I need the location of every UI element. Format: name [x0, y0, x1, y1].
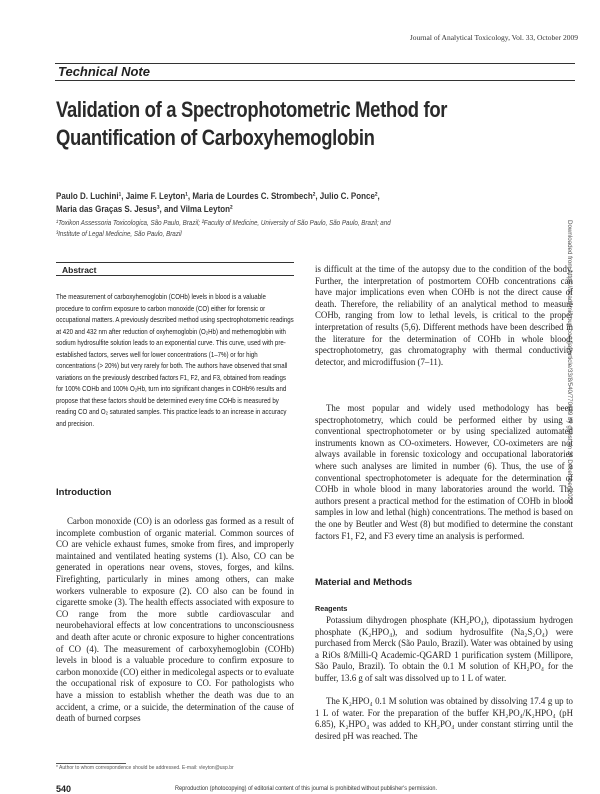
authors-line-2: Maria das Graças S. Jesus³, and Vilma Leyton²	[56, 203, 233, 214]
footnote-rule	[56, 763, 126, 764]
page-number: 540	[56, 784, 72, 794]
right-paragraph-2: The most popular and widely used methodology has been spectrophotometry, which could be performed either by using a conventional spectrophotometer or by using specialized automated instruments known as CO-oximeters. However, CO-oximeters are not always available in forensic toxicology and occupational laboratories where such analyses are limited in number (6). Thus, the use of a conventional spectrophotometer is adequate for the determination of COHb in whole blood in many laboratories around the world. The authors present a practical method for the estimation of COHb in blood samples in low and lethal (high) concentrations. The method is based on the one by Beutler and West (8) but modified to determine the constant factors F1, F2, and F3 every time an analysis is performed.	[315, 403, 573, 541]
footnote: * Author to whom correspondence should be addressed. E-mail: vleyton@usp.br	[56, 765, 234, 771]
reagents-heading: Reagents	[315, 604, 348, 613]
authors	[56, 190, 543, 215]
paper-title: Validation of a Spectrophotometric Method for Quantification of Carboxyhemoglobin	[56, 97, 448, 150]
abstract-label: Abstract	[62, 265, 97, 275]
affiliations	[56, 217, 548, 239]
methods-heading: Material and Methods	[315, 577, 413, 588]
reagents-paragraph-1: Potassium dihydrogen phosphate (KH₂PO₄), dipotassium hydrogen phosphate (K₂HPO₄), and sodium hydrosulfite (Na₂S₂O₄) were purchased from Merck (São Paulo, Brazil). Water was obtained by using a RiOs 8/Milli-Q Academic-QGARD 1 purification system (Millipore, São Paulo, Brazil). To obtain the 0.1 M solution of KH₂PO₄ for the buffer, 13.6 g of salt was dissolved up to 1 L of water.	[315, 615, 573, 683]
reproduction-note: Reproduction (photocopying) of editorial content of this journal is prohibited without publisher's permission.	[175, 785, 438, 792]
intro-text: Carbon monoxide (CO) is an odorless gas formed as a result of incomplete combustion of organic material. Common sources of CO are vehicle exhaust fumes, smoke from fires, and improperly maintained and ventilated heating systems (1). Also, CO can be generated in operations near ovens, stoves, forges, and kilns. Firefighting, particularly in mines among others, can make workers vulnerable to exposure (2). CO also can be found in cigarette smoke (3). The health effects associated with exposure to CO range from the more subtle cardiovascular and neurobehavioral effects at low concentrations to unconsciousness and death after acute or chronic exposure to higher concentrations of CO (4). The measurement of carboxyhemoglobin (COHb) levels in blood is a valuable procedure to confirm exposure to carbon monoxide (CO) either in medicolegal aspects or to evaluate the occupational risk of exposure to CO. For pathologists who have a mission to establish whether the death was due to an accident, a crime, or a suicide, the determination of the cause of death of burned corpses	[56, 516, 294, 724]
download-side-note: Downloaded from https://academic.oup.com/jat/article/33/8/540/770689 by guest on 24 December 2022	[566, 220, 573, 504]
intro-heading: Introduction	[56, 487, 112, 498]
affiliation-line-2: ³Institute of Legal Medicine, São Paulo, Brazil	[56, 229, 182, 238]
right-paragraph-1: is difficult at the time of the autopsy due to the condition of the body. Further, the interpretation of postmortem COHb concentrations can have major implications even when COHb is not the direct cause of death. Therefore, the reliability of an analytical method to measure COHb, ranging from low to lethal levels, is critical to the proper interpretation of results (5,6). Different methods have been described in the literature for the determination of COHb in whole blood: spectrophotometry, gas chromatography with thermal conductivity detector, and microdiffusion (7–11).	[315, 264, 573, 367]
reagents-paragraph-2: The K₂HPO₄ 0.1 M solution was obtained by dissolving 17.4 g up to 1 L of water. For the preparation of the buffer KH₂PO₄/K₂HPO₄ (pH 6.85), K₂HPO₄ was added to KH₂PO₄ under constant stirring until the desired pH was reached. The	[315, 696, 573, 741]
abstract-text: The measurement of carboxyhemoglobin (COHb) levels in blood is a valuable procedure to confirm exposure to carbon monoxide (CO) either for forensic or occupational matters. A previously described method using spectrophotometric readings at 420 and 432 nm after reduction of oxyhemoglobin (O₂Hb) and methemoglobin with sodium hydrosulfite solution leads to an exponential curve. This curve, used with pre-established factors, serves well for lower concentrations (1–7%) or for high concentrations (> 20%) but very rarely for both. The authors have observed that small variations on the previously described factors F1, F2, and F3, obtained from readings for 100% COHb and 100% O₂Hb, turn into significant changes in COHb% results and propose that these factors should be determined every time COHb is measured by reading CO and O₂ saturated samples. This practice leads to an increase in accuracy and precision.	[56, 292, 294, 428]
section-label: Technical Note	[58, 64, 150, 79]
authors-line-1: Paulo D. Luchini¹, Jaime F. Leyton¹, Maria de Lourdes C. Strombech², Julio C. Ponce²,	[56, 191, 380, 201]
affiliation-line-1: ¹Toxikon Assessoria Toxicologica, São Paulo, Brazil; ²Faculty of Medicine, University of São Paulo, São Paulo, Brazil; and	[56, 218, 391, 227]
journal-header: Journal of Analytical Toxicology, Vol. 33, October 2009	[409, 33, 578, 42]
